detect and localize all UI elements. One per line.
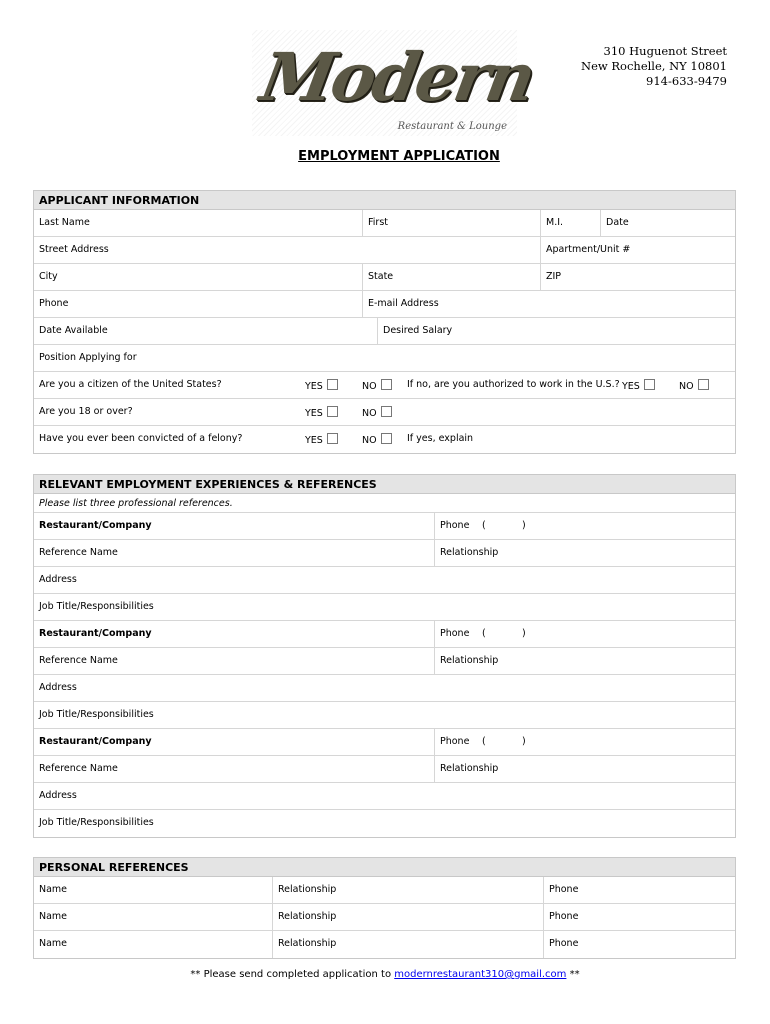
city-row bbox=[34, 264, 735, 291]
felony-row bbox=[34, 426, 735, 453]
address-label: Address bbox=[39, 574, 77, 585]
name-label: Name bbox=[39, 884, 68, 895]
job-title-label: Job Title/Responsibilities bbox=[39, 601, 154, 612]
first-name-label: First bbox=[368, 217, 388, 228]
name-label: Name bbox=[39, 938, 68, 949]
address-label: Address bbox=[39, 790, 77, 801]
reference-name-row bbox=[34, 756, 735, 783]
reference-name-field[interactable] bbox=[34, 756, 434, 782]
footer-note bbox=[0, 969, 770, 980]
authorized-yes-option bbox=[622, 379, 655, 392]
mi-label: M.I. bbox=[546, 217, 564, 228]
personal-reference-row bbox=[34, 931, 735, 958]
area-code-open: ( bbox=[482, 628, 486, 639]
restaurant-address bbox=[581, 44, 727, 89]
email-label: E-mail Address bbox=[368, 298, 439, 309]
reference-name-row bbox=[34, 648, 735, 675]
felony-yes-checkbox[interactable] bbox=[327, 433, 338, 444]
personal-reference-row bbox=[34, 877, 735, 904]
middle-initial-field[interactable] bbox=[540, 210, 600, 236]
citizen-yes-option bbox=[305, 379, 338, 392]
felony-explain-field[interactable] bbox=[484, 426, 734, 453]
felony-yes-option bbox=[305, 433, 338, 446]
age-yes-checkbox[interactable] bbox=[327, 406, 338, 417]
first-name-field[interactable] bbox=[362, 210, 540, 236]
job-title-row bbox=[34, 594, 735, 621]
last-name-label: Last Name bbox=[39, 217, 90, 228]
date-available-field[interactable] bbox=[34, 318, 377, 344]
company-phone-field[interactable] bbox=[434, 621, 736, 647]
personal-phone-field[interactable] bbox=[543, 877, 736, 903]
phone-label: Phone bbox=[440, 628, 470, 639]
section-heading: PERSONAL REFERENCES bbox=[34, 858, 735, 877]
personal-reference-row bbox=[34, 904, 735, 931]
age-no-option bbox=[362, 406, 392, 419]
footer-text: ** Please send completed application to bbox=[190, 969, 395, 980]
relationship-label: Relationship bbox=[278, 884, 337, 895]
company-field[interactable] bbox=[34, 729, 434, 755]
citizen-no-option bbox=[362, 379, 392, 392]
job-title-label: Job Title/Responsibilities bbox=[39, 709, 154, 720]
phone-label: Phone bbox=[39, 298, 69, 309]
citizen-question: Are you a citizen of the United States? bbox=[39, 379, 222, 390]
apartment-label: Apartment/Unit # bbox=[546, 244, 631, 255]
area-code-close: ) bbox=[522, 736, 526, 747]
company-label: Restaurant/Company bbox=[39, 736, 152, 747]
street-address-field[interactable] bbox=[34, 237, 540, 263]
phone-row bbox=[34, 291, 735, 318]
citizen-no-checkbox[interactable] bbox=[381, 379, 392, 390]
job-title-row bbox=[34, 702, 735, 729]
availability-row bbox=[34, 318, 735, 345]
contact-email-link[interactable]: modernrestaurant310@gmail.com bbox=[394, 969, 567, 980]
yes-label: YES bbox=[305, 435, 323, 446]
personal-relationship-field[interactable] bbox=[272, 904, 543, 930]
address-row bbox=[34, 675, 735, 702]
address-phone: 914-633-9479 bbox=[646, 74, 727, 88]
address-label: Address bbox=[39, 682, 77, 693]
relationship-label: Relationship bbox=[440, 547, 499, 558]
reference-address-field[interactable] bbox=[34, 675, 736, 701]
felony-question: Have you ever been convicted of a felony? bbox=[39, 433, 243, 444]
logo-script-text: Modern bbox=[255, 38, 539, 116]
relationship-label: Relationship bbox=[440, 763, 499, 774]
job-title-field[interactable] bbox=[34, 810, 736, 837]
street-row bbox=[34, 237, 735, 264]
zip-field[interactable] bbox=[540, 264, 736, 290]
yes-label: YES bbox=[305, 381, 323, 392]
name-label: Name bbox=[39, 911, 68, 922]
phone-label: Phone bbox=[440, 736, 470, 747]
no-label: NO bbox=[362, 408, 377, 419]
citizen-yes-checkbox[interactable] bbox=[327, 379, 338, 390]
company-field[interactable] bbox=[34, 621, 434, 647]
personal-phone-field[interactable] bbox=[543, 931, 736, 958]
authorized-no-option bbox=[679, 379, 709, 392]
citizen-row bbox=[34, 372, 735, 399]
job-title-label: Job Title/Responsibilities bbox=[39, 817, 154, 828]
relationship-field[interactable] bbox=[434, 756, 736, 782]
reference-name-row bbox=[34, 540, 735, 567]
phone-field[interactable] bbox=[34, 291, 362, 317]
relationship-label: Relationship bbox=[278, 911, 337, 922]
address-row bbox=[34, 783, 735, 810]
authorized-yes-checkbox[interactable] bbox=[644, 379, 655, 390]
section-heading: RELEVANT EMPLOYMENT EXPERIENCES & REFERENCES bbox=[34, 475, 735, 494]
personal-phone-field[interactable] bbox=[543, 904, 736, 930]
yes-label: YES bbox=[305, 408, 323, 419]
area-code-open: ( bbox=[482, 520, 486, 531]
phone-label: Phone bbox=[549, 884, 579, 895]
personal-name-field[interactable] bbox=[34, 931, 272, 958]
position-row bbox=[34, 345, 735, 372]
area-code-close: ) bbox=[522, 520, 526, 531]
city-field[interactable] bbox=[34, 264, 362, 290]
phone-label: Phone bbox=[440, 520, 470, 531]
company-row bbox=[34, 513, 735, 540]
relationship-label: Relationship bbox=[440, 655, 499, 666]
company-row bbox=[34, 729, 735, 756]
felony-no-checkbox[interactable] bbox=[381, 433, 392, 444]
company-field[interactable] bbox=[34, 513, 434, 539]
position-label: Position Applying for bbox=[39, 352, 137, 363]
reference-address-field[interactable] bbox=[34, 567, 736, 593]
no-label: NO bbox=[679, 381, 694, 392]
no-label: NO bbox=[362, 381, 377, 392]
yes-label: YES bbox=[622, 381, 640, 392]
address-row bbox=[34, 567, 735, 594]
street-address-label: Street Address bbox=[39, 244, 109, 255]
age-no-checkbox[interactable] bbox=[381, 406, 392, 417]
no-label: NO bbox=[362, 435, 377, 446]
relationship-label: Relationship bbox=[278, 938, 337, 949]
job-title-field[interactable] bbox=[34, 702, 736, 728]
felony-no-option bbox=[362, 433, 392, 446]
phone-label: Phone bbox=[549, 911, 579, 922]
address-city: New Rochelle, NY 10801 bbox=[581, 59, 727, 73]
personal-relationship-field[interactable] bbox=[272, 931, 543, 958]
company-phone-field[interactable] bbox=[434, 513, 736, 539]
area-code-close: ) bbox=[522, 628, 526, 639]
restaurant-logo bbox=[252, 30, 539, 136]
date-available-label: Date Available bbox=[39, 325, 108, 336]
section-note: Please list three professional references. bbox=[34, 494, 735, 513]
age-row bbox=[34, 399, 735, 426]
logo-subtitle: Restaurant & Lounge bbox=[397, 121, 507, 132]
apartment-field[interactable] bbox=[540, 237, 736, 263]
employment-references-section bbox=[33, 474, 736, 838]
state-label: State bbox=[368, 271, 394, 282]
address-street: 310 Huguenot Street bbox=[603, 44, 727, 58]
felony-explain-label: If yes, explain bbox=[407, 433, 474, 444]
relationship-field[interactable] bbox=[434, 648, 736, 674]
age-question: Are you 18 or over? bbox=[39, 406, 133, 417]
personal-references-section bbox=[33, 857, 736, 959]
reference-name-label: Reference Name bbox=[39, 763, 118, 774]
employment-reference-list bbox=[34, 513, 735, 837]
authorized-no-checkbox[interactable] bbox=[698, 379, 709, 390]
name-row bbox=[34, 210, 735, 237]
personal-reference-list bbox=[34, 877, 735, 958]
desired-salary-label: Desired Salary bbox=[383, 325, 453, 336]
authorized-question: If no, are you authorized to work in the U.S.? bbox=[407, 379, 620, 390]
date-field[interactable] bbox=[600, 210, 736, 236]
personal-name-field[interactable] bbox=[34, 904, 272, 930]
state-field[interactable] bbox=[362, 264, 540, 290]
company-phone-field[interactable] bbox=[434, 729, 736, 755]
date-label: Date bbox=[606, 217, 629, 228]
age-yes-option bbox=[305, 406, 338, 419]
zip-label: ZIP bbox=[546, 271, 562, 282]
desired-salary-field[interactable] bbox=[377, 318, 736, 344]
reference-name-label: Reference Name bbox=[39, 547, 118, 558]
last-name-field[interactable] bbox=[34, 210, 362, 236]
applicant-information-section bbox=[33, 190, 736, 454]
reference-name-label: Reference Name bbox=[39, 655, 118, 666]
page-title: EMPLOYMENT APPLICATION bbox=[298, 149, 500, 164]
reference-name-field[interactable] bbox=[34, 648, 434, 674]
section-heading: APPLICANT INFORMATION bbox=[34, 191, 735, 210]
personal-relationship-field[interactable] bbox=[272, 877, 543, 903]
company-label: Restaurant/Company bbox=[39, 520, 152, 531]
job-title-field[interactable] bbox=[34, 594, 736, 620]
company-row bbox=[34, 621, 735, 648]
relationship-field[interactable] bbox=[434, 540, 736, 566]
company-label: Restaurant/Company bbox=[39, 628, 152, 639]
reference-address-field[interactable] bbox=[34, 783, 736, 809]
position-field[interactable] bbox=[34, 345, 736, 371]
personal-name-field[interactable] bbox=[34, 877, 272, 903]
reference-name-field[interactable] bbox=[34, 540, 434, 566]
footer-text-end: ** bbox=[566, 969, 580, 980]
email-field[interactable] bbox=[362, 291, 736, 317]
phone-label: Phone bbox=[549, 938, 579, 949]
area-code-open: ( bbox=[482, 736, 486, 747]
city-label: City bbox=[39, 271, 58, 282]
job-title-row bbox=[34, 810, 735, 837]
